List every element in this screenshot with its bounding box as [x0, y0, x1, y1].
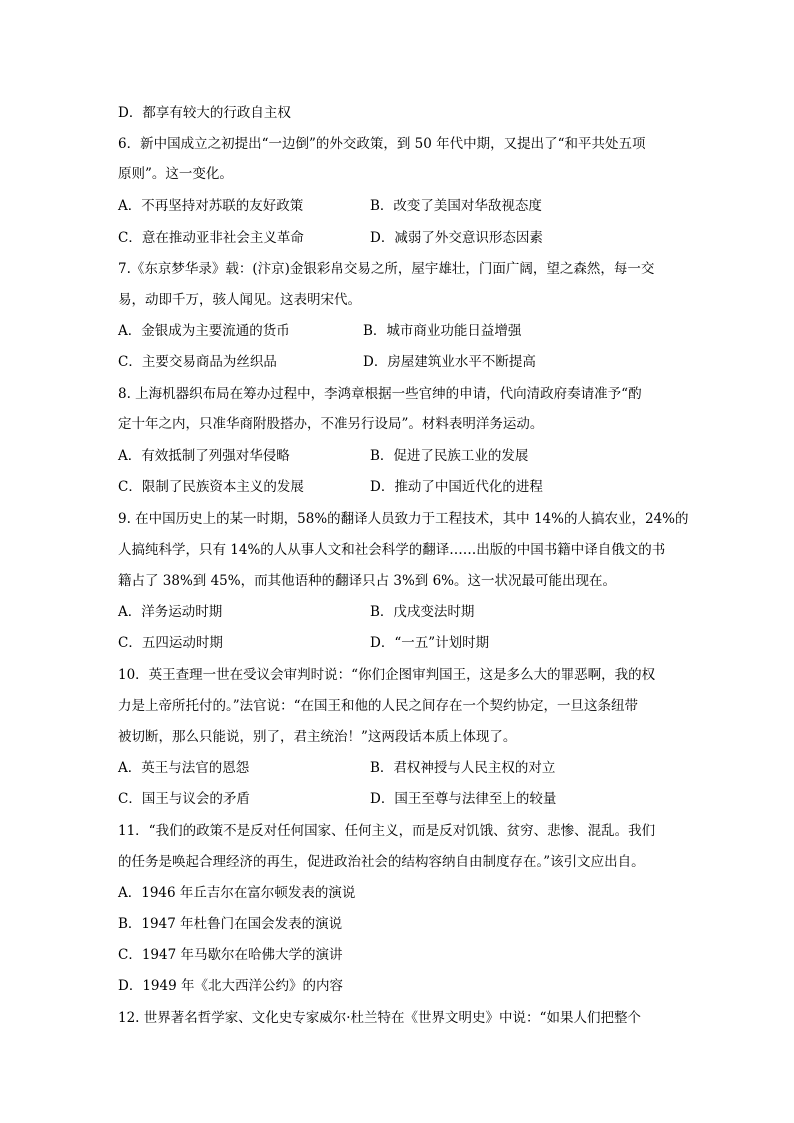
- q8-option-d: D．推动了中国近代化的进程: [370, 479, 543, 495]
- q7-option-a: A．金银成为主要流通的货币: [118, 323, 290, 339]
- question-8-stem-line-2: 定十年之内，只准华商附股搭办，不准另行设局”。材料表明洋务运动。: [118, 416, 544, 432]
- q9-option-d: D．“一五”计划时期: [370, 635, 490, 651]
- q8-option-a: A．有效抵制了列强对华侵略: [118, 448, 290, 464]
- question-6-stem-line-2: 原则”。这一变化。: [118, 166, 233, 182]
- question-7-stem-line-1: 7.《东京梦华录》载：(汴京)金银彩帛交易之所，屋宇雄壮，门面广阔，望之森然，每一交: [118, 261, 655, 277]
- question-7-stem-line-2: 易，动即千万，骇人闻见。这表明宋代。: [118, 292, 361, 308]
- question-8-stem-line-1: 8. 上海机器织布局在筹办过程中，李鸿章根据一些官绅的申请，代向清政府奏请准予“酌: [118, 386, 642, 402]
- q6-option-d: D．减弱了外交意识形态因素: [370, 230, 543, 246]
- question-11-stem-line-2: 的任务是唤起合理经济的再生，促进政治社会的结构容纳自由制度存在。”该引文应出自。: [118, 854, 645, 870]
- q11-option-c: C．1947 年马歇尔在哈佛大学的演讲: [118, 947, 343, 963]
- question-9-stem-line-3: 籍占了 38%到 45%，而其他语种的翻译只占 3%到 6%。这一状况最可能出现在。: [118, 573, 617, 589]
- q7-option-c: C．主要交易商品为丝织品: [118, 354, 277, 370]
- question-6-stem-line-1: 6．新中国成立之初提出“一边倒”的外交政策，到 50 年代中期，又提出了“和平共处五项: [118, 136, 646, 152]
- q8-option-c: C．限制了民族资本主义的发展: [118, 479, 304, 495]
- q5-option-d: D．都享有较大的行政自主权: [118, 105, 291, 121]
- q11-option-d: D．1949 年《北大西洋公约》的内容: [118, 978, 343, 994]
- q9-option-a: A．洋务运动时期: [118, 604, 223, 620]
- q10-option-b: B．君权神授与人民主权的对立: [370, 760, 556, 776]
- q10-option-a: A．英王与法官的恩怨: [118, 760, 250, 776]
- q7-option-d: D．房屋建筑业水平不断提高: [363, 354, 536, 370]
- q6-option-a: A．不再坚持对苏联的友好政策: [118, 198, 304, 214]
- q11-option-a: A．1946 年丘吉尔在富尔顿发表的演说: [118, 885, 356, 901]
- q7-option-b: B．城市商业功能日益增强: [363, 323, 522, 339]
- q10-option-c: C．国王与议会的矛盾: [118, 791, 250, 807]
- question-9-stem-line-1: 9. 在中国历史上的某一时期，58%的翻译人员致力于工程技术，其中 14%的人搞农业，24%的: [118, 511, 689, 527]
- question-10-stem-line-2: 力是上帝所托付的。”法官说：“在国王和他的人民之间存在一个契约协定，一旦这条纽带: [118, 698, 639, 714]
- q11-option-b: B．1947 年杜鲁门在国会发表的演说: [118, 916, 343, 932]
- q8-option-b: B．促进了民族工业的发展: [370, 448, 529, 464]
- q9-option-b: B．戊戌变法时期: [370, 604, 475, 620]
- q6-option-b: B．改变了美国对华敌视态度: [370, 198, 542, 214]
- q6-option-c: C．意在推动亚非社会主义革命: [118, 230, 304, 246]
- question-11-stem-line-1: 11．“我们的政策不是反对任何国家、任何主义，而是反对饥饿、贫穷、悲惨、混乱。我们: [118, 823, 656, 839]
- q10-option-d: D．国王至尊与法律至上的较量: [370, 791, 557, 807]
- question-10-stem-line-1: 10．英王查理一世在受议会审判时说：“你们企图审判国王，这是多么大的罪恶啊，我的权: [118, 667, 656, 683]
- q9-option-c: C．五四运动时期: [118, 635, 223, 651]
- question-9-stem-line-2: 人搞纯科学，只有 14%的人从事人文和社会科学的翻译……出版的中国书籍中译自俄文的书: [118, 542, 666, 558]
- question-10-stem-line-3: 被切断，那么只能说，别了，君主统治！”这两段话本质上体现了。: [118, 729, 517, 745]
- question-12-stem-line-1: 12. 世界著名哲学家、文化史专家威尔·杜兰特在《世界文明史》中说：“如果人们把整个: [118, 1010, 641, 1026]
